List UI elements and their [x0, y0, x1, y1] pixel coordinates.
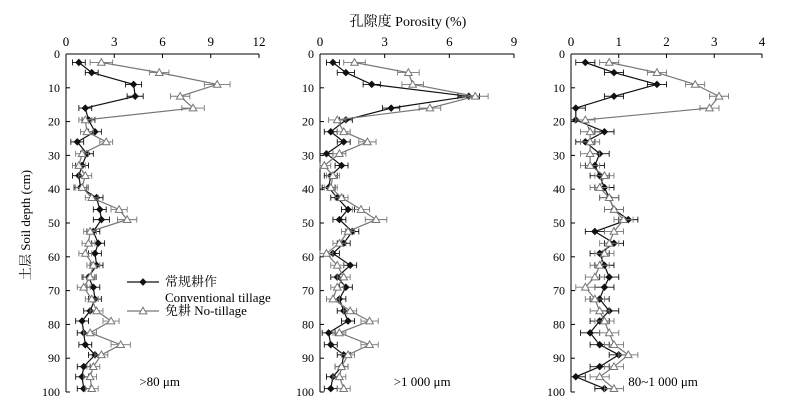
- data-point: [596, 307, 604, 314]
- x-tick-label: 3: [381, 34, 388, 49]
- data-point: [98, 351, 106, 358]
- y-tick-label: 10: [553, 80, 565, 95]
- data-point: [336, 373, 344, 380]
- data-point: [586, 128, 594, 135]
- data-point: [340, 385, 348, 392]
- x-tick-label: 6: [159, 34, 166, 49]
- data-point: [596, 363, 602, 369]
- x-tick-label: 0: [62, 34, 70, 49]
- y-axis-label: 土层 Soil depth (cm): [18, 169, 33, 281]
- data-point: [92, 250, 98, 256]
- series-line: [585, 63, 719, 389]
- data-point: [98, 59, 106, 66]
- data-point: [369, 81, 375, 87]
- x-tick-label: 6: [446, 34, 453, 49]
- y-tick-label: 90: [48, 351, 60, 366]
- data-point: [115, 206, 123, 213]
- x-tick-label: 0: [567, 34, 575, 49]
- data-point: [80, 283, 88, 290]
- y-tick-label: 50: [302, 216, 314, 230]
- data-point: [95, 240, 101, 246]
- y-tick-label: 20: [302, 114, 314, 129]
- data-point: [130, 81, 136, 87]
- y-tick-label: 60: [302, 249, 314, 264]
- data-point: [611, 93, 617, 99]
- x-tick-label: 2: [663, 34, 670, 49]
- data-point: [357, 206, 365, 213]
- y-tick-label: 0: [54, 47, 60, 61]
- data-point: [605, 59, 613, 66]
- y-tick-label: 30: [553, 148, 565, 163]
- y-tick-label: 10: [48, 80, 60, 95]
- data-point: [325, 330, 331, 336]
- y-tick-label: 20: [553, 114, 565, 129]
- data-point: [611, 69, 617, 75]
- x-tick-label: 12: [252, 34, 266, 49]
- chart-panels: [42, 34, 766, 399]
- data-point: [340, 128, 348, 135]
- data-point: [82, 250, 90, 257]
- y-tick-label: 70: [553, 283, 565, 298]
- data-point: [591, 273, 599, 280]
- legend-label-conventional: 常规耕作: [165, 274, 218, 289]
- series-no-tillage: [576, 59, 729, 392]
- figure-title: 孔隙度 Porosity (%): [349, 15, 467, 30]
- y-tick-label: 70: [302, 283, 314, 298]
- x-tick-label: 3: [711, 34, 718, 49]
- data-point: [86, 373, 94, 380]
- x-tick-label: 9: [510, 34, 518, 49]
- data-point: [610, 341, 618, 348]
- data-point: [82, 172, 90, 179]
- data-point: [351, 59, 359, 66]
- x-tick-label: 4: [758, 34, 766, 49]
- data-point: [88, 385, 96, 392]
- legend-label-conventional-en: Conventional tillage: [165, 290, 271, 305]
- data-point: [582, 59, 588, 65]
- y-tick-label: 40: [48, 182, 60, 197]
- panel-1: [42, 34, 266, 399]
- y-tick-label: 40: [302, 182, 314, 197]
- series-line: [324, 63, 475, 389]
- series-line: [576, 63, 657, 389]
- panel-label: 80~1 000 μm: [628, 374, 698, 389]
- data-point: [102, 138, 110, 145]
- panel-2: [296, 34, 517, 399]
- data-point: [625, 351, 633, 358]
- panel-label: >1 000 μm: [393, 374, 451, 389]
- data-point: [93, 307, 101, 314]
- y-tick-label: 0: [559, 47, 565, 61]
- y-tick-label: 90: [302, 351, 314, 366]
- y-tick-label: 80: [48, 317, 60, 332]
- data-point: [336, 150, 344, 157]
- data-point: [345, 318, 351, 324]
- data-point: [333, 283, 341, 290]
- y-tick-label: 20: [48, 114, 60, 129]
- data-point: [346, 307, 354, 314]
- data-point: [715, 92, 723, 99]
- y-tick-label: 30: [48, 148, 60, 163]
- data-point: [366, 317, 374, 324]
- data-point: [573, 105, 579, 111]
- y-tick-label: 100: [547, 385, 565, 399]
- data-point: [601, 284, 607, 290]
- legend: [127, 274, 271, 318]
- series-no-tillage: [72, 59, 230, 392]
- data-point: [90, 363, 98, 370]
- series-line: [327, 63, 469, 389]
- y-tick-label: 80: [553, 317, 565, 332]
- y-tick-label: 50: [553, 216, 565, 230]
- y-tick-label: 90: [553, 351, 565, 366]
- data-point: [606, 274, 612, 280]
- y-tick-label: 30: [302, 148, 314, 163]
- data-point: [586, 150, 594, 157]
- data-point: [592, 228, 598, 234]
- data-point: [601, 129, 607, 135]
- x-tick-label: 0: [316, 34, 324, 49]
- data-point: [107, 317, 115, 324]
- panel-3: [547, 34, 766, 399]
- y-tick-label: 50: [48, 216, 60, 230]
- data-point: [329, 295, 337, 302]
- data-point: [372, 216, 380, 223]
- data-point: [605, 329, 613, 336]
- data-point: [90, 284, 96, 290]
- data-point: [328, 385, 334, 391]
- data-point: [573, 374, 579, 380]
- series-conventional: [320, 59, 480, 392]
- y-tick-label: 10: [302, 80, 314, 95]
- x-tick-label: 9: [207, 34, 214, 49]
- y-tick-label: 100: [296, 385, 314, 399]
- y-tick-label: 60: [553, 249, 565, 264]
- data-point: [596, 373, 604, 380]
- data-point: [85, 239, 93, 246]
- data-point: [83, 128, 91, 135]
- y-tick-label: 40: [553, 182, 565, 197]
- y-tick-label: 0: [308, 47, 314, 61]
- data-point: [409, 81, 417, 88]
- data-point: [86, 329, 94, 336]
- y-tick-label: 60: [48, 249, 60, 264]
- data-point: [132, 93, 138, 99]
- y-tick-label: 80: [302, 317, 314, 332]
- y-tick-label: 70: [48, 283, 60, 298]
- legend-marker-conventional: [140, 279, 146, 285]
- legend-label-no-tillage: 免耕 No-tillage: [165, 303, 247, 318]
- x-tick-label: 1: [615, 34, 622, 49]
- data-point: [82, 105, 88, 111]
- data-point: [388, 105, 394, 111]
- data-point: [654, 81, 660, 87]
- data-point: [97, 206, 103, 212]
- panel-label: >80 μm: [139, 374, 181, 389]
- y-tick-label: 100: [42, 385, 60, 399]
- x-tick-label: 3: [111, 34, 118, 49]
